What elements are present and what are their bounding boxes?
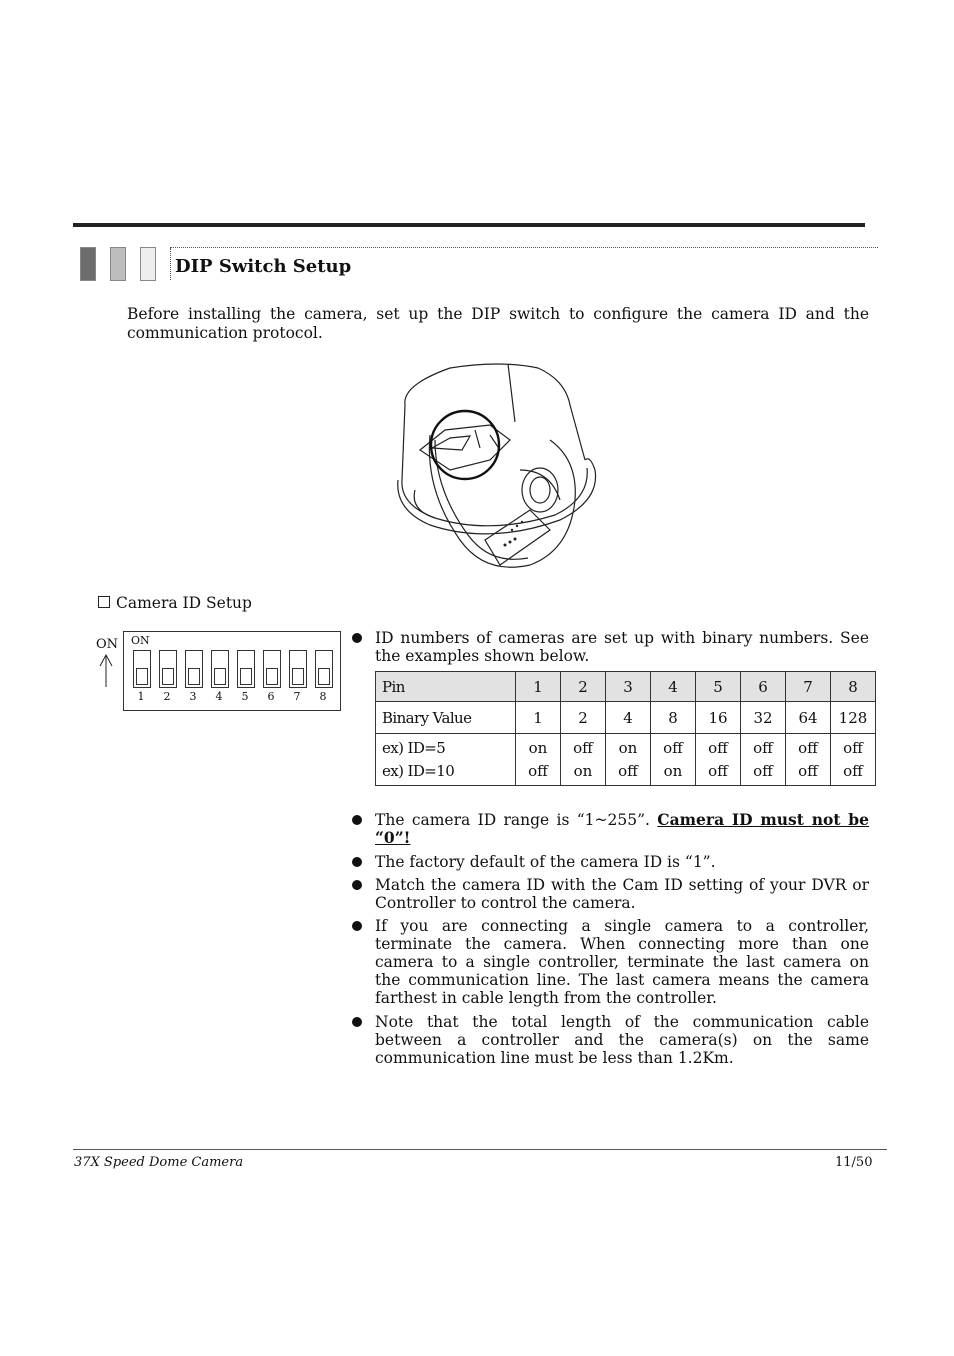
dip-on-side-label: ON — [96, 637, 119, 652]
dip-switch-3 — [185, 650, 203, 688]
camera-id-setup-heading — [98, 594, 252, 612]
ex1-value: on — [618, 738, 638, 757]
example-label: ex) ID=5 — [382, 738, 446, 757]
table-row — [376, 734, 876, 786]
dip-knob-icon — [318, 668, 330, 685]
footer-title: 37X Speed Dome Camera — [74, 1155, 244, 1170]
table-cell: 1 — [516, 702, 561, 734]
dip-knob-icon — [162, 668, 174, 685]
table-cell: 4 — [606, 702, 651, 734]
dip-pin-number: 6 — [267, 690, 275, 703]
bullet-dot-icon — [352, 633, 362, 643]
table-header-cell: 8 — [831, 672, 876, 702]
bullet-dot-icon — [352, 815, 362, 825]
ex2-value: on — [663, 761, 683, 780]
dip-switch-5 — [237, 650, 255, 688]
dip-pin-number: 3 — [189, 690, 197, 703]
dip-switch-2 — [159, 650, 177, 688]
dip-knob-icon — [240, 668, 252, 685]
checkbox-bullet-icon — [98, 596, 110, 608]
bullet-text-emphasis: Camera ID must not be “0”! — [375, 810, 869, 847]
footer-rule — [73, 1149, 887, 1150]
title-dotted-rule — [170, 247, 878, 249]
bullet-text: ID numbers of cameras are set up with binary numbers. See the examples shown below. — [375, 629, 869, 665]
dip-pin-number: 7 — [293, 690, 301, 703]
table-cell — [561, 734, 606, 786]
bullet-dot-icon — [352, 921, 362, 931]
ex2-value: off — [528, 761, 548, 780]
table-row — [376, 672, 876, 702]
example-label: ex) ID=10 — [382, 761, 455, 780]
section-title: DIP Switch Setup — [175, 256, 352, 277]
table-cell: 64 — [786, 702, 831, 734]
dip-knob-icon — [136, 668, 148, 685]
table-cell: 8 — [651, 702, 696, 734]
dip-switch-1 — [133, 650, 151, 688]
ex1-value: off — [798, 738, 818, 757]
dip-switch-8 — [315, 650, 333, 688]
table-cell — [786, 734, 831, 786]
table-label-binary: Binary Value — [376, 702, 516, 734]
ex1-value: on — [528, 738, 548, 757]
dip-switch-4 — [211, 650, 229, 688]
table-cell — [516, 734, 561, 786]
table-header-cell: 5 — [696, 672, 741, 702]
table-header-cell: 1 — [516, 672, 561, 702]
dip-pin-number: 5 — [241, 690, 249, 703]
ex1-value: off — [573, 738, 593, 757]
table-header-pin: Pin — [376, 672, 516, 702]
page-number: 11/50 — [835, 1155, 873, 1170]
ex1-value: off — [843, 738, 863, 757]
marker-block-dark — [80, 247, 96, 281]
marker-block-light — [140, 247, 156, 281]
dip-knob-icon — [188, 668, 200, 685]
table-label-examples — [376, 734, 516, 786]
dip-pin-number: 8 — [319, 690, 327, 703]
arrow-up-icon — [98, 653, 114, 689]
title-dotted-divider — [170, 248, 172, 280]
table-header-cell: 7 — [786, 672, 831, 702]
table-cell — [606, 734, 651, 786]
bullet-text: The factory default of the camera ID is “1”. — [375, 853, 716, 871]
table-cell — [831, 734, 876, 786]
bullet-text-plain: The camera ID range is “1~255”. — [375, 811, 658, 829]
dip-switch-7 — [289, 650, 307, 688]
table-header-cell: 4 — [651, 672, 696, 702]
dip-knob-icon — [266, 668, 278, 685]
bullet-text — [375, 811, 869, 847]
camera-illustration — [390, 360, 605, 585]
bullet-text: If you are connecting a single camera to a controller, terminate the camera. When connecting more than one camera to a single controller, terminate the last camera on the communication line. The last camera means the camera farthest in cable length from the controller. — [375, 917, 869, 1007]
header-rule — [73, 223, 865, 227]
bullet-text: Match the camera ID with the Cam ID setting of your DVR or Controller to control the camera. — [375, 876, 869, 912]
dip-knob-icon — [214, 668, 226, 685]
bullet-dot-icon — [352, 880, 362, 890]
table-header-cell: 2 — [561, 672, 606, 702]
dip-pin-number: 2 — [163, 690, 171, 703]
dip-pin-number: 1 — [137, 690, 145, 703]
ex2-value: off — [753, 761, 773, 780]
bullet-dot-icon — [352, 1017, 362, 1027]
ex1-value: off — [708, 738, 728, 757]
dip-on-indicator — [96, 637, 118, 689]
dip-pin-number: 4 — [215, 690, 223, 703]
table-cell: 32 — [741, 702, 786, 734]
table-cell: 16 — [696, 702, 741, 734]
camera-id-table — [375, 671, 876, 786]
ex1-value: off — [663, 738, 683, 757]
table-cell — [651, 734, 696, 786]
bullet-dot-icon — [352, 857, 362, 867]
table-cell — [696, 734, 741, 786]
ex1-value: off — [753, 738, 773, 757]
ex2-value: on — [573, 761, 593, 780]
table-cell: 128 — [831, 702, 876, 734]
intro-paragraph: Before installing the camera, set up the DIP switch to configure the camera ID and the communication protocol. — [127, 305, 869, 342]
table-header-cell: 6 — [741, 672, 786, 702]
dip-box-on-label: ON — [131, 634, 150, 647]
dip-knob-icon — [292, 668, 304, 685]
table-row — [376, 702, 876, 734]
marker-block-mid — [110, 247, 126, 281]
table-cell — [741, 734, 786, 786]
dip-switch-diagram — [123, 631, 341, 711]
table-header-cell: 3 — [606, 672, 651, 702]
dip-switch-6 — [263, 650, 281, 688]
ex2-value: off — [843, 761, 863, 780]
ex2-value: off — [798, 761, 818, 780]
table-cell: 2 — [561, 702, 606, 734]
ex2-value: off — [618, 761, 638, 780]
ex2-value: off — [708, 761, 728, 780]
subheading-text: Camera ID Setup — [116, 594, 252, 612]
bullet-text: Note that the total length of the communication cable between a controller and the camera(s) on the same communication line must be less than 1.2Km. — [375, 1013, 869, 1067]
